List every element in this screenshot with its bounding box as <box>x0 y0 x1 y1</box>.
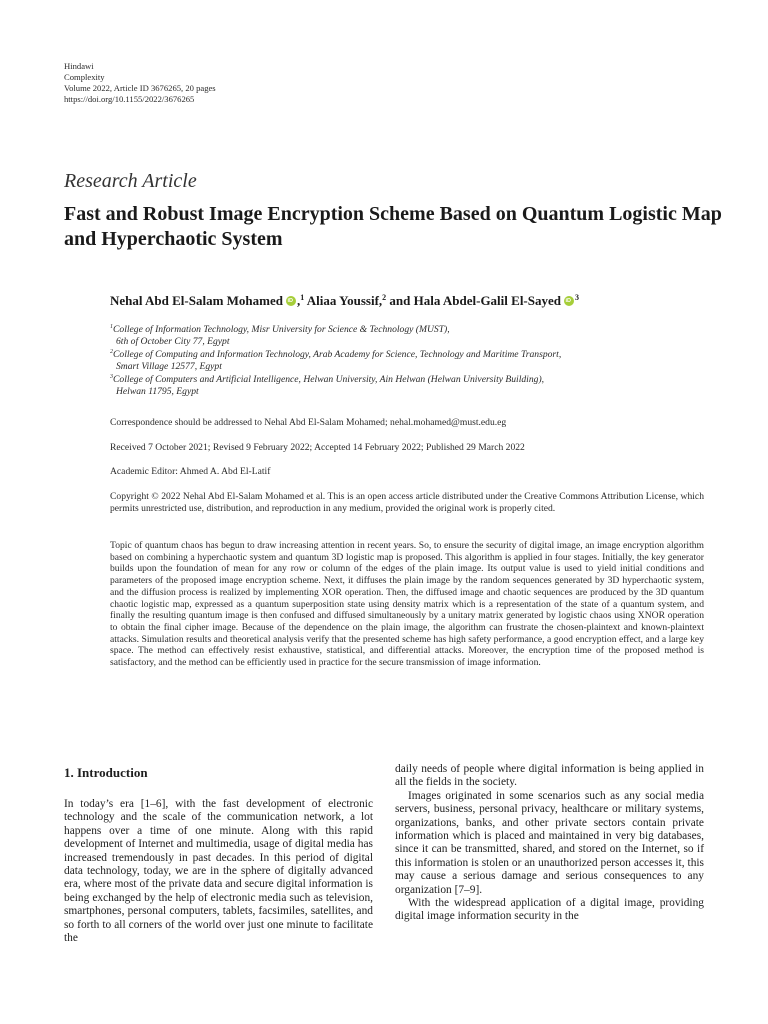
affiliation-line: 6th of October City 77, Egypt <box>116 335 230 347</box>
copyright-notice: Copyright © 2022 Nehal Abd El-Salam Mohamed et al. This is an open access article distributed under the Creative Commons Attribution License, which permits unrestricted use, distribution, and reproduction in any medium, provided the original work is properly cited. <box>110 491 704 514</box>
affiliation: $^3$College of Computers and Artificial Intelligence, Helwan University, Ain Helwan (Helwan University Building), <box>110 374 545 386</box>
body-paragraph: In today’s era [1–6], with the fast development of electronic technology and the scale of the communication network, a lot happens over a time of one minute. Along with this rapid development of Internet and multimedia, usage of digital media has increased tremendously in past decades. In this period of digital data technology, today, we are in the sphere of digitally advanced era, where most of the private data and secure digital information is being exchanged by the help of electronic media such as television, smartphones, personal computers, tablets, facsimiles, satellites, and so forth to all corners of the world over just one minute to facilitate the <box>64 798 373 945</box>
volume-line: Volume 2022, Article ID 3676265, 20 pages <box>64 83 216 93</box>
author-name: Nehal Abd El-Salam Mohamed <box>110 293 283 308</box>
publication-dates: Received 7 October 2021; Revised 9 February 2022; Accepted 14 February 2022; Published 29 March 2022 <box>110 442 525 453</box>
publisher: Hindawi <box>64 61 94 71</box>
article-type: Research Article <box>64 170 197 192</box>
body-column-right <box>395 763 704 924</box>
author-affil-sup: 2 <box>382 293 387 302</box>
affiliation: $^1$College of Information Technology, Misr University for Science & Technology (MUST), <box>110 324 450 335</box>
author-affil-sup: 3 <box>575 293 579 302</box>
journal-meta <box>64 61 216 105</box>
author-affil-sup: 1 <box>300 293 305 302</box>
orcid-icon[interactable] <box>564 296 574 306</box>
body-paragraph: daily needs of people where digital information is being applied in all the fields in the society. <box>395 763 704 789</box>
orcid-icon[interactable] <box>286 296 296 306</box>
section-heading: 1. Introduction <box>64 765 148 780</box>
affiliations <box>110 322 710 398</box>
author-list: Nehal Abd El-Salam MohamediD ,$^1$ Aliaa Youssif,$^2$ and Hala Abdel-Galil El-SayediD $^3$ <box>110 293 579 309</box>
affiliation-line: Smart Village 12577, Egypt <box>116 360 222 372</box>
journal-name: Complexity <box>64 72 105 82</box>
body-paragraph: With the widespread application of a digital image, providing digital image information security in the <box>395 897 704 923</box>
abstract: Topic of quantum chaos has begun to draw increasing attention in recent years. So, to ensure the security of digital image, an image encryption algorithm based on combining a hyperchaotic system and quantum 3D logistic map is proposed. This algorithm is applied in four stages. Initially, the key generator builds upon the foundation of mean for any row or column of the edges of the plain image. Its output value is used to yield initial conditions and parameters of the proposed image encryption scheme. Next, it diffuses the plain image by the random sequences generated by 3D hyperchaotic system, and the diffusion process is realized by implementing XOR operation. Then, the diffused image and chaotic sequences are produced by the 3D quantum chaotic logistic map, expressed as a quantum superposition state using density matrix which is a representation of the state of a quantum system, and finally the resulting quantum image is then confused and diffused simultaneously by a unitary matrix generated by logistic chaos using XNOR operation to obtain the final cipher image. Because of the dependence on the plain image, the algorithm can frustrate the chosen-plaintext and known-plaintext attacks. Simulation results and theoretical analysis verify that the presented scheme has high safety performance, a good encryption effect, and a large key space. The method can effectively resist exhaustive, statistical, and differential attacks. Moreover, the encryption time of the proposed method is satisfactory, and the method can be efficiently used in practice for the secure transmission of image information. <box>110 540 704 669</box>
body-paragraph: Images originated in some scenarios such as any social media servers, business, personal privacy, healthcare or military systems, organizations, banks, and other private sectors contain private information which is placed and maintained in very big databases, since it can be transmitted, shared, and stored on the Internet, so if this information is stolen or an unauthorized person accesses it, this may cause a serious damage and serious consequences to any organization [7–9]. <box>395 789 704 896</box>
academic-editor: Academic Editor: Ahmed A. Abd El-Latif <box>110 466 271 477</box>
author-name: Aliaa Youssif, <box>306 293 383 308</box>
doi-link[interactable]: https://doi.org/10.1155/2022/3676265 <box>64 94 195 104</box>
author-name: and Hala Abdel-Galil El-Sayed <box>389 293 561 308</box>
correspondence: Correspondence should be addressed to Nehal Abd El-Salam Mohamed; nehal.mohamed@must.edu.eg <box>110 417 507 428</box>
paper-title: Fast and Robust Image Encryption Scheme Based on Quantum Logistic Map and Hyperchaotic System <box>64 203 722 250</box>
affiliation-line: Helwan 11795, Egypt <box>116 385 199 397</box>
body-column-left <box>64 765 373 945</box>
affiliation: $^2$College of Computing and Information Technology, Arab Academy for Science, Technology and Maritime Transport, <box>110 349 562 361</box>
